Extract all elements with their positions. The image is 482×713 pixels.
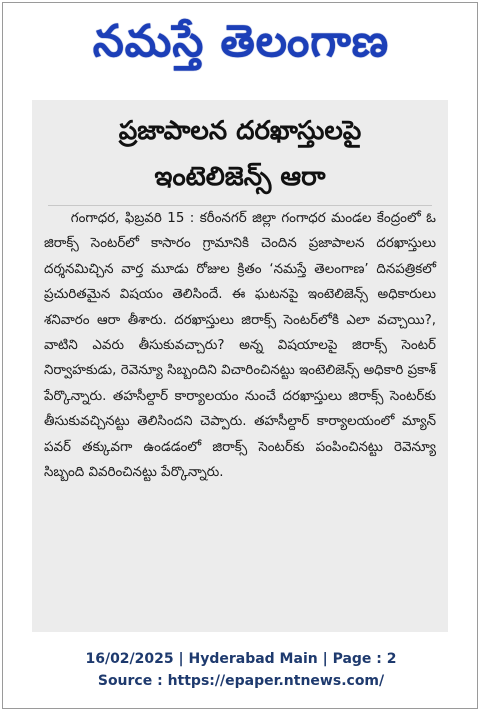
edition-info: 16/02/2025 | Hyderabad Main | Page : 2 [85, 651, 397, 667]
article-dateline: గంగాధర, ఫిబ్రవరి 15 : [70, 211, 195, 226]
headline-line-2: ఇంటెలిజెన్స్ ఆరా [154, 162, 326, 192]
source-link[interactable]: Source : https://epaper.ntnews.com/ [97, 673, 385, 689]
article-body [44, 206, 436, 485]
article-body-text: కరీంనగర్ జిల్లా గంగాధర మండల కేంద్రంలో ఓ జిరాక్స్ సెంటర్‌లో కాసారం గ్రామానికి చెందిన ప్రజాపాలన దరఖాస్తులు దర్శనమిచ్చిన వార్త మూడు రోజుల క్రితం ‘నమస్తే తెలంగాణ’ దినపత్రికలో ప్రచురితమైన విషయం తెలిసిందే. ఈ ఘటనపై ఇంటెలిజెన్స్ అధికారులు శనివారం ఆరా తీశారు. దరఖాస్తులు జిరాక్స్ సెంటర్‌లోకి ఎలా వచ్చాయి?, వాటిని ఎవరు తీసుకువచ్చారు? అన్న విషయాలపై జిరాక్స్ సెంటర్ నిర్వాహకుడు, రెవెన్యూ సిబ్బందిని విచారించినట్టు ఇంటెలిజెన్స్ అధికారి ప్రకాశ్ పేర్కొన్నారు. తహసీల్దార్ కార్యాలయం నుంచే దరఖాస్తులు జిరాక్స్ సెంటర్‌కు తీసుకువచ్చినట్టు తెలిసిందని చెప్పారు. తహసీల్దార్ కార్యాలయంలో మ్యాన్ పవర్ తక్కువగా ఉండడంలో జిరాక్స్ సెంటర్‌కు పంపించినట్టు రెవెన్యూ సిబ్బంది వివరించినట్టు పేర్కొన్నారు. [44, 211, 436, 481]
article-headline [32, 108, 448, 200]
headline-line-1: ప్రజాపాలన దరఖాస్తులపై [118, 116, 362, 146]
newspaper-masthead: నమస్తే తెలంగాణ [92, 16, 390, 67]
